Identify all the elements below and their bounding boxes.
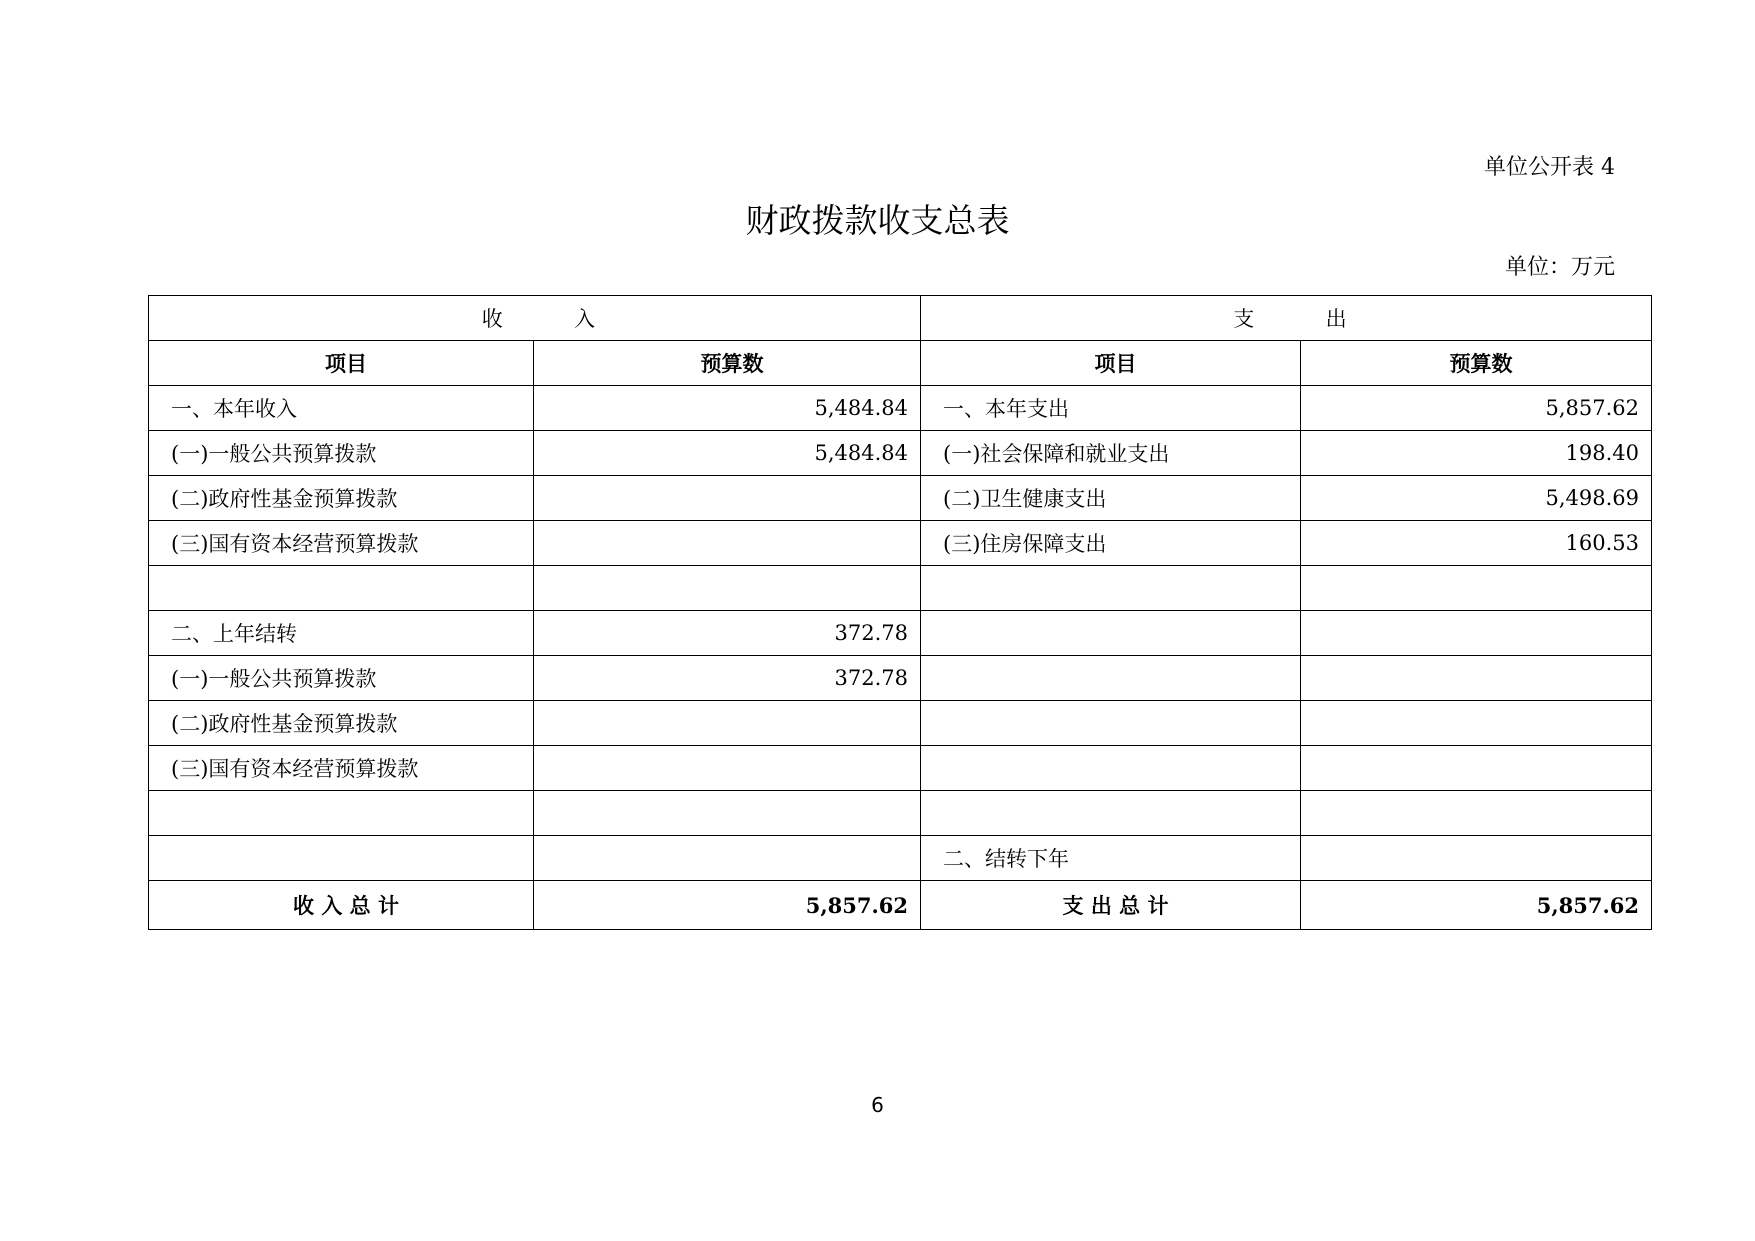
income-item-cell: (三)国有资本经营预算拨款 <box>149 746 534 791</box>
income-section-header: 收 入 <box>149 296 921 341</box>
income-item-cell <box>149 566 534 611</box>
table-body <box>149 386 1652 881</box>
expense-item-cell <box>921 746 1301 791</box>
income-item-cell: (二)政府性基金预算拨款 <box>149 476 534 521</box>
income-amount-cell: 372.78 <box>534 611 921 656</box>
expense-amount-cell <box>1301 656 1652 701</box>
expense-amount-cell <box>1301 611 1652 656</box>
income-amount-cell: 5,484.84 <box>534 431 921 476</box>
expense-item-cell <box>921 701 1301 746</box>
expense-item-cell <box>921 656 1301 701</box>
income-budget-header: 预算数 <box>534 341 921 386</box>
page-title: 财政拨款收支总表 <box>745 201 1010 240</box>
income-item-cell: (一)一般公共预算拨款 <box>149 656 534 701</box>
expense-amount-cell <box>1301 791 1652 836</box>
expense-total-label: 支 出 总 计 <box>921 881 1301 930</box>
total-row <box>149 881 1652 930</box>
income-item-cell: 一、本年收入 <box>149 386 534 431</box>
column-header-row <box>149 341 1652 386</box>
income-item-cell: (三)国有资本经营预算拨款 <box>149 521 534 566</box>
expense-amount-cell: 160.53 <box>1301 521 1652 566</box>
income-item-cell: 二、上年结转 <box>149 611 534 656</box>
income-item-cell: (二)政府性基金预算拨款 <box>149 701 534 746</box>
expense-item-cell <box>921 566 1301 611</box>
expense-item-cell: (一)社会保障和就业支出 <box>921 431 1301 476</box>
income-item-header: 项目 <box>149 341 534 386</box>
table-row <box>149 836 1652 881</box>
table-row <box>149 431 1652 476</box>
page-number: 6 <box>871 1093 884 1117</box>
table-row <box>149 746 1652 791</box>
expense-amount-cell: 198.40 <box>1301 431 1652 476</box>
income-total-amount: 5,857.62 <box>534 881 921 930</box>
expense-amount-cell <box>1301 746 1652 791</box>
expense-item-cell <box>921 611 1301 656</box>
income-item-cell: (一)一般公共预算拨款 <box>149 431 534 476</box>
table-row <box>149 611 1652 656</box>
income-amount-cell <box>534 566 921 611</box>
expense-item-header: 项目 <box>921 341 1301 386</box>
expense-total-amount: 5,857.62 <box>1301 881 1652 930</box>
expense-item-cell: (二)卫生健康支出 <box>921 476 1301 521</box>
expense-amount-cell <box>1301 701 1652 746</box>
section-header-row <box>149 296 1652 341</box>
income-amount-cell <box>534 701 921 746</box>
income-amount-cell: 372.78 <box>534 656 921 701</box>
expense-budget-header: 预算数 <box>1301 341 1652 386</box>
expense-item-cell <box>921 791 1301 836</box>
income-amount-cell <box>534 476 921 521</box>
income-amount-cell <box>534 521 921 566</box>
income-amount-cell <box>534 791 921 836</box>
table-row <box>149 791 1652 836</box>
expense-amount-cell <box>1301 566 1652 611</box>
form-number: 单位公开表 4 <box>1484 155 1615 180</box>
table-row <box>149 656 1652 701</box>
expense-item-cell: 二、结转下年 <box>921 836 1301 881</box>
table-row <box>149 521 1652 566</box>
expense-item-cell: (三)住房保障支出 <box>921 521 1301 566</box>
table-row <box>149 386 1652 431</box>
income-item-cell <box>149 836 534 881</box>
income-amount-cell <box>534 836 921 881</box>
expense-amount-cell <box>1301 836 1652 881</box>
expense-amount-cell: 5,498.69 <box>1301 476 1652 521</box>
income-item-cell <box>149 791 534 836</box>
unit-label: 单位：万元 <box>1504 255 1615 280</box>
income-amount-cell: 5,484.84 <box>534 386 921 431</box>
table-row <box>149 476 1652 521</box>
expense-amount-cell: 5,857.62 <box>1301 386 1652 431</box>
table-row <box>149 566 1652 611</box>
income-amount-cell <box>534 746 921 791</box>
income-total-label: 收 入 总 计 <box>149 881 534 930</box>
table-row <box>149 701 1652 746</box>
budget-table <box>148 295 1652 930</box>
expense-item-cell: 一、本年支出 <box>921 386 1301 431</box>
expense-section-header: 支 出 <box>921 296 1652 341</box>
